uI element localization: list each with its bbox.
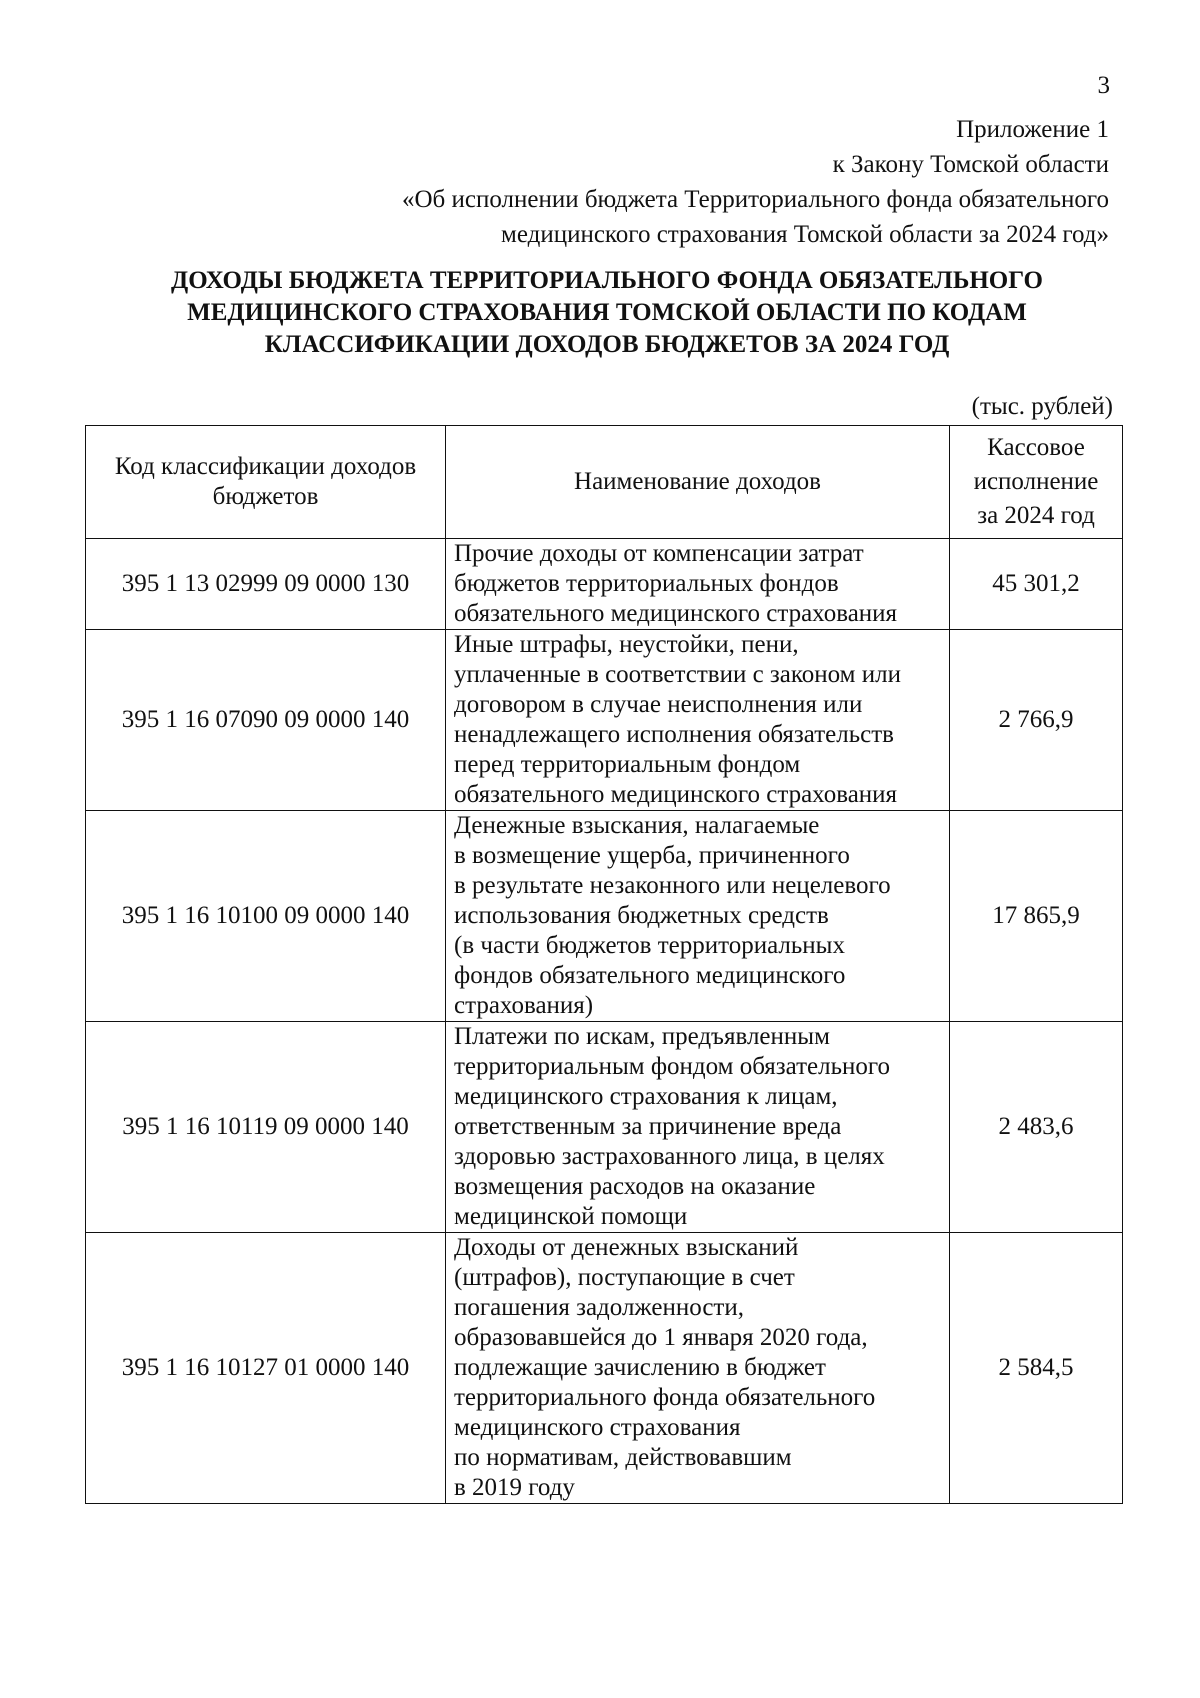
income-name [446,811,950,1022]
header-amount-line: Кассовое [987,434,1085,461]
income-name-line: ответственным за причинение вреда [454,1113,842,1140]
income-table [85,425,1123,1504]
header-amount-line: за 2024 год [977,502,1095,529]
title-line: МЕДИЦИНСКОГО СТРАХОВАНИЯ ТОМСКОЙ ОБЛАСТИ ПО КОДАМ [187,299,1027,326]
income-amount: 2 483,6 [950,1022,1123,1233]
income-name-line: медицинской помощи [454,1203,688,1230]
header-code [86,426,446,539]
page-number: 3 [1097,72,1110,99]
income-name-line: договором в случае неисполнения или [454,691,863,718]
income-amount: 45 301,2 [950,539,1123,630]
document-title [86,265,1128,361]
income-name-line: (в части бюджетов территориальных [454,932,845,959]
income-name-line: здоровью застрахованного лица, в целях [454,1143,885,1170]
income-name-line: по нормативам, действовавшим [454,1444,792,1471]
table-row [86,630,1123,811]
income-name-line: Платежи по искам, предъявленным [454,1023,830,1050]
income-code: 395 1 13 02999 09 0000 130 [86,539,446,630]
income-name-line: перед территориальным фондом [454,751,801,778]
income-name-line: ненадлежащего исполнения обязательств [454,721,894,748]
units-label: (тыс. рублей) [971,393,1113,420]
title-line: КЛАССИФИКАЦИИ ДОХОДОВ БЮДЖЕТОВ ЗА 2024 ГОД [264,331,950,358]
appendix-line: к Закону Томской области [832,151,1109,178]
header-name: Наименование доходов [446,426,950,539]
table-body [86,539,1123,1504]
appendix-header [209,112,1109,252]
income-name-line: (штрафов), поступающие в счет [454,1264,795,1291]
income-name-line: в возмещение ущерба, причиненного [454,842,850,869]
income-name-line: в результате незаконного или нецелевого [454,872,891,899]
header-amount [950,426,1123,539]
income-name-line: медицинского страхования к лицам, [454,1083,838,1110]
income-name [446,1233,950,1504]
income-name-line: погашения задолженности, [454,1294,744,1321]
income-code: 395 1 16 10100 09 0000 140 [86,811,446,1022]
income-name-line: возмещения расходов на оказание [454,1173,816,1200]
income-amount: 2 766,9 [950,630,1123,811]
income-name-line: Денежные взыскания, налагаемые [454,812,820,839]
income-name-line: Иные штрафы, неустойки, пени, [454,631,799,658]
income-code: 395 1 16 07090 09 0000 140 [86,630,446,811]
income-name [446,1022,950,1233]
income-name [446,630,950,811]
appendix-line: Приложение 1 [956,116,1109,143]
header-code-line: Код классификации доходов [114,453,417,480]
income-name-line: фондов обязательного медицинского [454,962,846,989]
income-name-line: образовавшейся до 1 января 2020 года, [454,1324,868,1351]
income-name-line: страхования) [454,992,594,1019]
income-name-line: в 2019 году [454,1474,575,1501]
income-name-line: Доходы от денежных взысканий [454,1234,799,1261]
income-name-line: обязательного медицинского страхования [454,600,898,627]
table-header-row [86,426,1123,539]
income-name-line: обязательного медицинского страхования [454,781,898,808]
income-name-line: использования бюджетных средств [454,902,829,929]
title-line: ДОХОДЫ БЮДЖЕТА ТЕРРИТОРИАЛЬНОГО ФОНДА ОБЯЗАТЕЛЬНОГО [171,267,1043,294]
income-amount: 2 584,5 [950,1233,1123,1504]
appendix-line: медицинского страхования Томской области за 2024 год» [501,221,1109,248]
income-name-line: территориального фонда обязательного [454,1384,876,1411]
income-name-line: подлежащие зачислению в бюджет [454,1354,826,1381]
income-name-line: медицинского страхования [454,1414,741,1441]
table-row [86,811,1123,1022]
table-row [86,1233,1123,1504]
income-name [446,539,950,630]
table-row [86,1022,1123,1233]
income-name-line: Прочие доходы от компенсации затрат [454,540,864,567]
header-amount-line: исполнение [973,468,1099,495]
table-row [86,539,1123,630]
income-name-line: уплаченные в соответствии с законом или [454,661,901,688]
income-amount: 17 865,9 [950,811,1123,1022]
appendix-line: «Об исполнении бюджета Территориального фонда обязательного [401,186,1109,213]
income-code: 395 1 16 10127 01 0000 140 [86,1233,446,1504]
header-code-line: бюджетов [212,483,319,510]
income-code: 395 1 16 10119 09 0000 140 [86,1022,446,1233]
income-name-line: бюджетов территориальных фондов [454,570,839,597]
income-name-line: территориальным фондом обязательного [454,1053,891,1080]
